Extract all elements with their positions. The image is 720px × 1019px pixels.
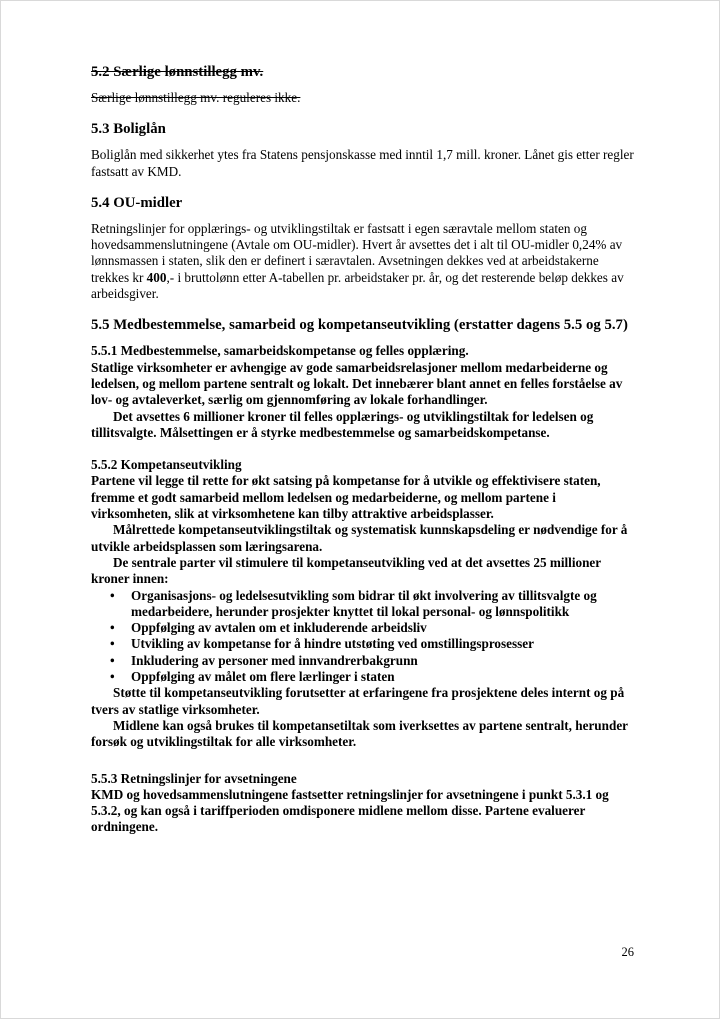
document-content: [91, 63, 637, 836]
list-item-text: Oppfølging av målet om flere lærlinger i staten: [131, 669, 395, 685]
bullet-icon: •: [110, 669, 115, 685]
bullet-icon: •: [110, 652, 115, 668]
list-item-text: Organisasjons- og ledelsesutvikling som bidrar til økt involvering av tillitsvalgte og medarbeidere, herunder prosjekter knyttet til lokal personal- og lønnspolitikk: [131, 587, 597, 619]
section-heading-5-5-3: 5.5.3 Retningslinjer for avsetningene: [91, 770, 297, 786]
paragraph: De sentrale parter vil stimulere til kompetanseutvikling ved at det avsettes 25 millioner kroner innen:: [91, 554, 601, 587]
paragraph: Målrettede kompetanseutviklingstiltak og systematisk kunnskapsdeling er nødvendige for å utvikle arbeidsplassen som læringsarena.: [91, 522, 628, 554]
section-5-2-body: Særlige lønnstillegg mv. reguleres ikke.: [91, 90, 301, 105]
section-5-5-2: [91, 457, 637, 750]
bullet-list: [91, 588, 637, 686]
list-item-text: Oppfølging av avtalen om et inkluderende arbeidsliv: [131, 620, 427, 636]
list-item: [91, 669, 637, 685]
page-number: 26: [621, 945, 634, 959]
paragraph: Midlene kan også brukes til kompetansetiltak som iverksettes av partene sentralt, herunder forsøk og utviklingstiltak for alle virksomheter.: [91, 717, 628, 750]
blank-line: [91, 751, 637, 771]
section-5-5-1: [91, 343, 637, 441]
list-item-text: Inkludering av personer med innvandrerbakgrunn: [131, 652, 418, 668]
section-heading-5-5-1: 5.5.1 Medbestemmelse, samarbeidskompetanse og felles opplæring.: [91, 343, 469, 359]
bullet-icon: •: [110, 587, 115, 603]
section-heading-5-2: 5.2 Særlige lønnstillegg mv.: [91, 64, 264, 80]
list-item: [91, 620, 637, 636]
list-item: [91, 653, 637, 669]
paragraph: Det avsettes 6 millioner kroner til felles opplærings- og utviklingstiltak for ledelsen og tillitsvalgte. Målsettingen er å styrke medbestemmelse og samarbeidskompetanse.: [91, 408, 594, 440]
list-item: [91, 636, 637, 652]
section-heading-5-4: 5.4 OU-midler: [91, 194, 183, 211]
bullet-icon: •: [110, 636, 115, 652]
paragraph: KMD og hovedsammenslutningene fastsetter retningslinjer for avsetningene i punkt 5.3.1 og 5.3.2, og kan også i tariffperioden omdisponere midlene mellom disse. Partene evaluerer ordningene.: [91, 786, 609, 835]
paragraph-text: ,- i bruttolønn etter A-tabellen pr. arbeidstaker pr. år, og det resterende beløp dekkes av arbeidsgiver.: [91, 269, 624, 302]
bold-amount: 400: [146, 269, 167, 285]
section-heading-5-5-2: 5.5.2 Kompetanseutvikling: [91, 457, 242, 473]
section-5-3-body: Boliglån med sikkerhet ytes fra Statens pensjonskasse med inntil 1,7 mill. kroner. Lånet gis etter regler fastsatt av KMD.: [91, 147, 634, 179]
paragraph: Statlige virksomheter er avhengige av gode samarbeidsrelasjoner mellom medarbeiderne og ledelsen, og mellom partene sentralt og lokalt. Det innebærer blant annet en felles forståelse av lov- og avtaleverket, særlig om gjennomføring av lokale forhandlinger.: [91, 359, 623, 408]
section-5-4-body: [91, 221, 637, 302]
section-heading-5-3: 5.3 Boliglån: [91, 121, 166, 138]
section-5-5-3: [91, 771, 637, 836]
list-item-text: Utvikling av kompetanse for å hindre utstøting ved omstillingsprosesser: [131, 636, 534, 652]
list-item: [91, 588, 637, 621]
paragraph: Støtte til kompetanseutvikling forutsetter at erfaringene fra prosjektene deles internt og på tvers av statlige virksomheter.: [91, 685, 625, 717]
paragraph: Partene vil legge til rette for økt satsing på kompetanse for å utvikle og effektivisere staten, fremme et godt samarbeid mellom ledelsen og medarbeiderne, og mellom partene i virksomheten, slik at virksomhetene kan tilby attraktive arbeidsplasser.: [91, 473, 601, 522]
blank-line: [91, 441, 637, 457]
bullet-icon: •: [110, 620, 115, 636]
section-heading-5-5: 5.5 Medbestemmelse, samarbeid og kompetanseutvikling (erstatter dagens 5.5 og 5.7): [91, 317, 628, 334]
paragraph-text: Retningslinjer for opplærings- og utviklingstiltak er fastsatt i egen særavtale mellom staten og hovedsammenslutningene (Avtale om OU-midler). Hvert år avsettes det i alt til OU-midler 0,24% av lønnsmassen i staten, slik den er definert i særavtalen. Avsetningen dekkes ved at arbeidstakerne trekkes kr: [91, 220, 623, 285]
